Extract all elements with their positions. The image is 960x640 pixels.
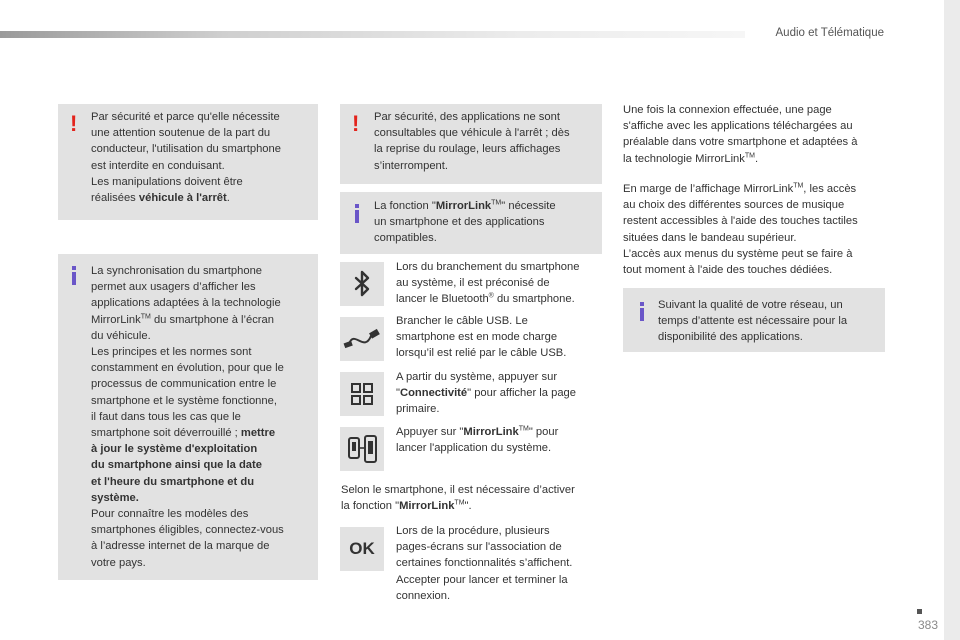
smartphone-activation-note: Selon le smartphone, il est nécessaire d’activer la fonction "MirrorLink™". xyxy=(341,484,575,513)
usb-cable-icon xyxy=(340,317,384,361)
connectivity-icon xyxy=(340,372,384,416)
synchronisation-info-box xyxy=(58,254,318,580)
step-ok-text: Lors de la procédure, plusieurs pages-écrans sur l'association de certaines fonctionnalités s’affichent. Accepter pour lancer et terminer la connexion. xyxy=(396,525,573,602)
step-bluetooth-text: Lors du branchement du smartphone au système, il est préconisé de lancer le Bluetooth® du smartphone. xyxy=(396,261,580,306)
page-marker xyxy=(917,609,922,614)
warning-exclamation-icon: ! xyxy=(70,111,78,136)
step-usb-text: Brancher le câble USB. Le smartphone est en mode charge lorsqu’il est relié par le câble USB. xyxy=(396,315,567,360)
ok-icon: OK xyxy=(349,539,375,558)
mirrorlink-icon xyxy=(340,427,384,471)
page-edge-strip xyxy=(944,0,960,640)
ok-icon-box xyxy=(340,527,384,571)
synchronisation-info-text: La synchronisation du smartphone permet aux usagers d’afficher les applications adaptées à la technologie MirrorLink™ du smartphone à l’écran du véhicule. Les principes et les normes sont constamment en évolution, pour que le processus de communication entre le smartphone et le système fonctionne, il faut dans tous les cas que le smartphone soit déverrouillé ; mettre à jour le système d'exploitation du smartphone ainsi que la date et l'heure du smartphone et du système. Pour connaître les modèles des smartphones éligibles, connectez-vous à l’adresse internet de la marque de votre pays. xyxy=(91,265,284,569)
usb-cable-icon-box xyxy=(340,317,384,361)
page-number: 383 xyxy=(917,618,938,632)
bluetooth-icon xyxy=(340,262,384,306)
mirrorlink-icon-box xyxy=(340,427,384,471)
applications-warning-text: Par sécurité, des applications ne sont consultables que véhicule à l'arrêt ; dès la reprise du roulage, leurs affichages s’interrompent. xyxy=(374,111,570,172)
safety-warning-text: Par sécurité et parce qu'elle nécessite une attention soutenue de la part du conducteur, l'utilisation du smartphone est interdite en conduisant. Les manipulations doivent être réalisées véhicule à l'arrêt. xyxy=(91,111,281,205)
header-gradient-bar xyxy=(0,31,745,38)
network-quality-info-text: Suivant la qualité de votre réseau, un temps d’attente est nécessaire pour la disponibilité des applications. xyxy=(658,299,848,344)
network-quality-info-box xyxy=(623,288,885,352)
applications-warning-box xyxy=(340,104,602,184)
mirrorlink-info-box xyxy=(340,192,602,254)
step-mirrorlink-text: Appuyer sur "MirrorLink™" pour lancer l'application du système. xyxy=(396,425,559,455)
mirrorlink-display-text: En marge de l’affichage MirrorLink™, les accès au choix des différentes sources de musique restent accessibles à l'aide des touches tactiles situées dans le bandeau supérieur. L’accès aux menus du système peut se faire à tout moment à l'aide des touches dédiées. xyxy=(623,182,858,277)
section-title: Audio et Télématique xyxy=(775,27,884,39)
safety-warning-box xyxy=(58,104,318,220)
mirrorlink-info-text: La fonction "MirrorLink™" nécessite un smartphone et des applications compatibles. xyxy=(374,199,556,245)
warning-exclamation-icon: ! xyxy=(352,111,360,136)
connectivity-icon-box xyxy=(340,372,384,416)
connection-established-text: Une fois la connexion effectuée, une page s'affiche avec les applications téléchargées au préalable dans votre smartphone et adaptées à la technologie MirrorLink™. xyxy=(623,104,858,165)
bluetooth-icon-box xyxy=(340,262,384,306)
step-connectivity-text: A partir du système, appuyer sur "Connectivité" pour afficher la page primaire. xyxy=(396,371,577,416)
